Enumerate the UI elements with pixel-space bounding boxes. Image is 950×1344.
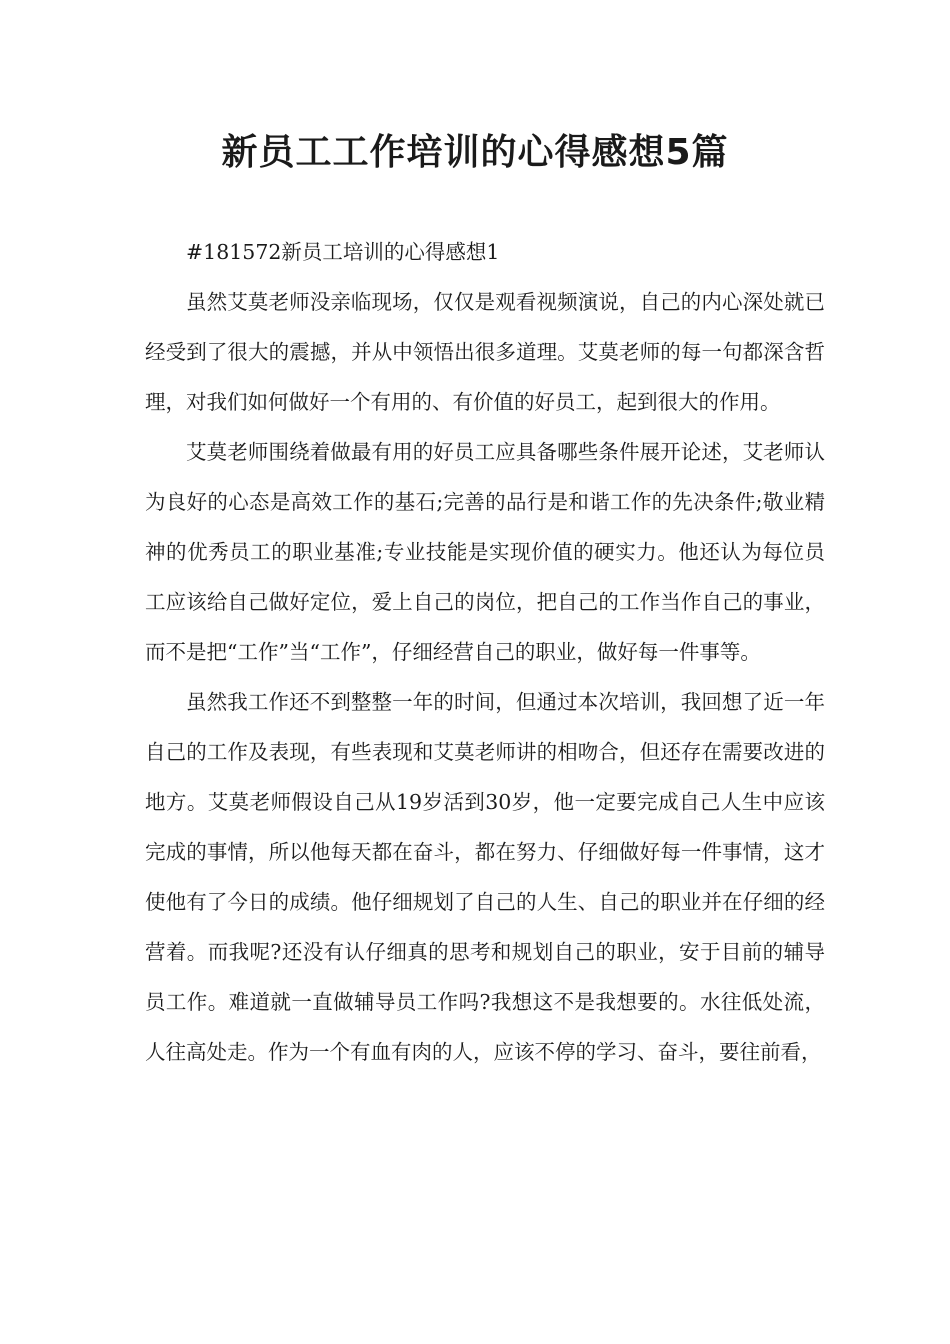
paragraph-2: 艾莫老师围绕着做最有用的好员工应具备哪些条件展开论述，艾老师认为良好的心态是高效工作的基石;完善的品行是和谐工作的先决条件;敬业精神的优秀员工的职业基准;专业技能是实现价值的硬实力。他还认为每位员工应该给自己做好定位，爱上自己的岗位，把自己的工作当作自己的事业，而不是把“工作”当“工作”，仔细经营自己的职业，做好每一件事等。 (145, 440, 825, 664)
paragraph-1: 虽然艾莫老师没亲临现场，仅仅是观看视频演说，自己的内心深处就已经受到了很大的震撼，并从中领悟出很多道理。艾莫老师的每一句都深含哲理，对我们如何做好一个有用的、有价值的好员工，起到很大的作用。 (145, 290, 825, 414)
paragraph-3: 虽然我工作还不到整整一年的时间，但通过本次培训，我回想了近一年自己的工作及表现，有些表现和艾莫老师讲的相吻合，但还存在需要改进的地方。艾莫老师假设自己从19岁活到30岁，他一定要完成自己人生中应该完成的事情，所以他每天都在奋斗，都在努力、仔细做好每一件事情，这才使他有了今日的成绩。他仔细规划了自己的人生、自己的职业并在仔细的经营着。而我呢?还没有认仔细真的思考和规划自己的职业，安于目前的辅导员工作。难道就一直做辅导员工作吗?我想这不是我想要的。水往低处流，人往高处走。作为一个有血有肉的人，应该不停的学习、奋斗，要往前看， (145, 690, 825, 1064)
section-heading: #181572新员工培训的心得感想1 (186, 240, 500, 264)
document-title: 新员工工作培训的心得感想5篇 (221, 132, 729, 173)
document-body (145, 227, 825, 1077)
